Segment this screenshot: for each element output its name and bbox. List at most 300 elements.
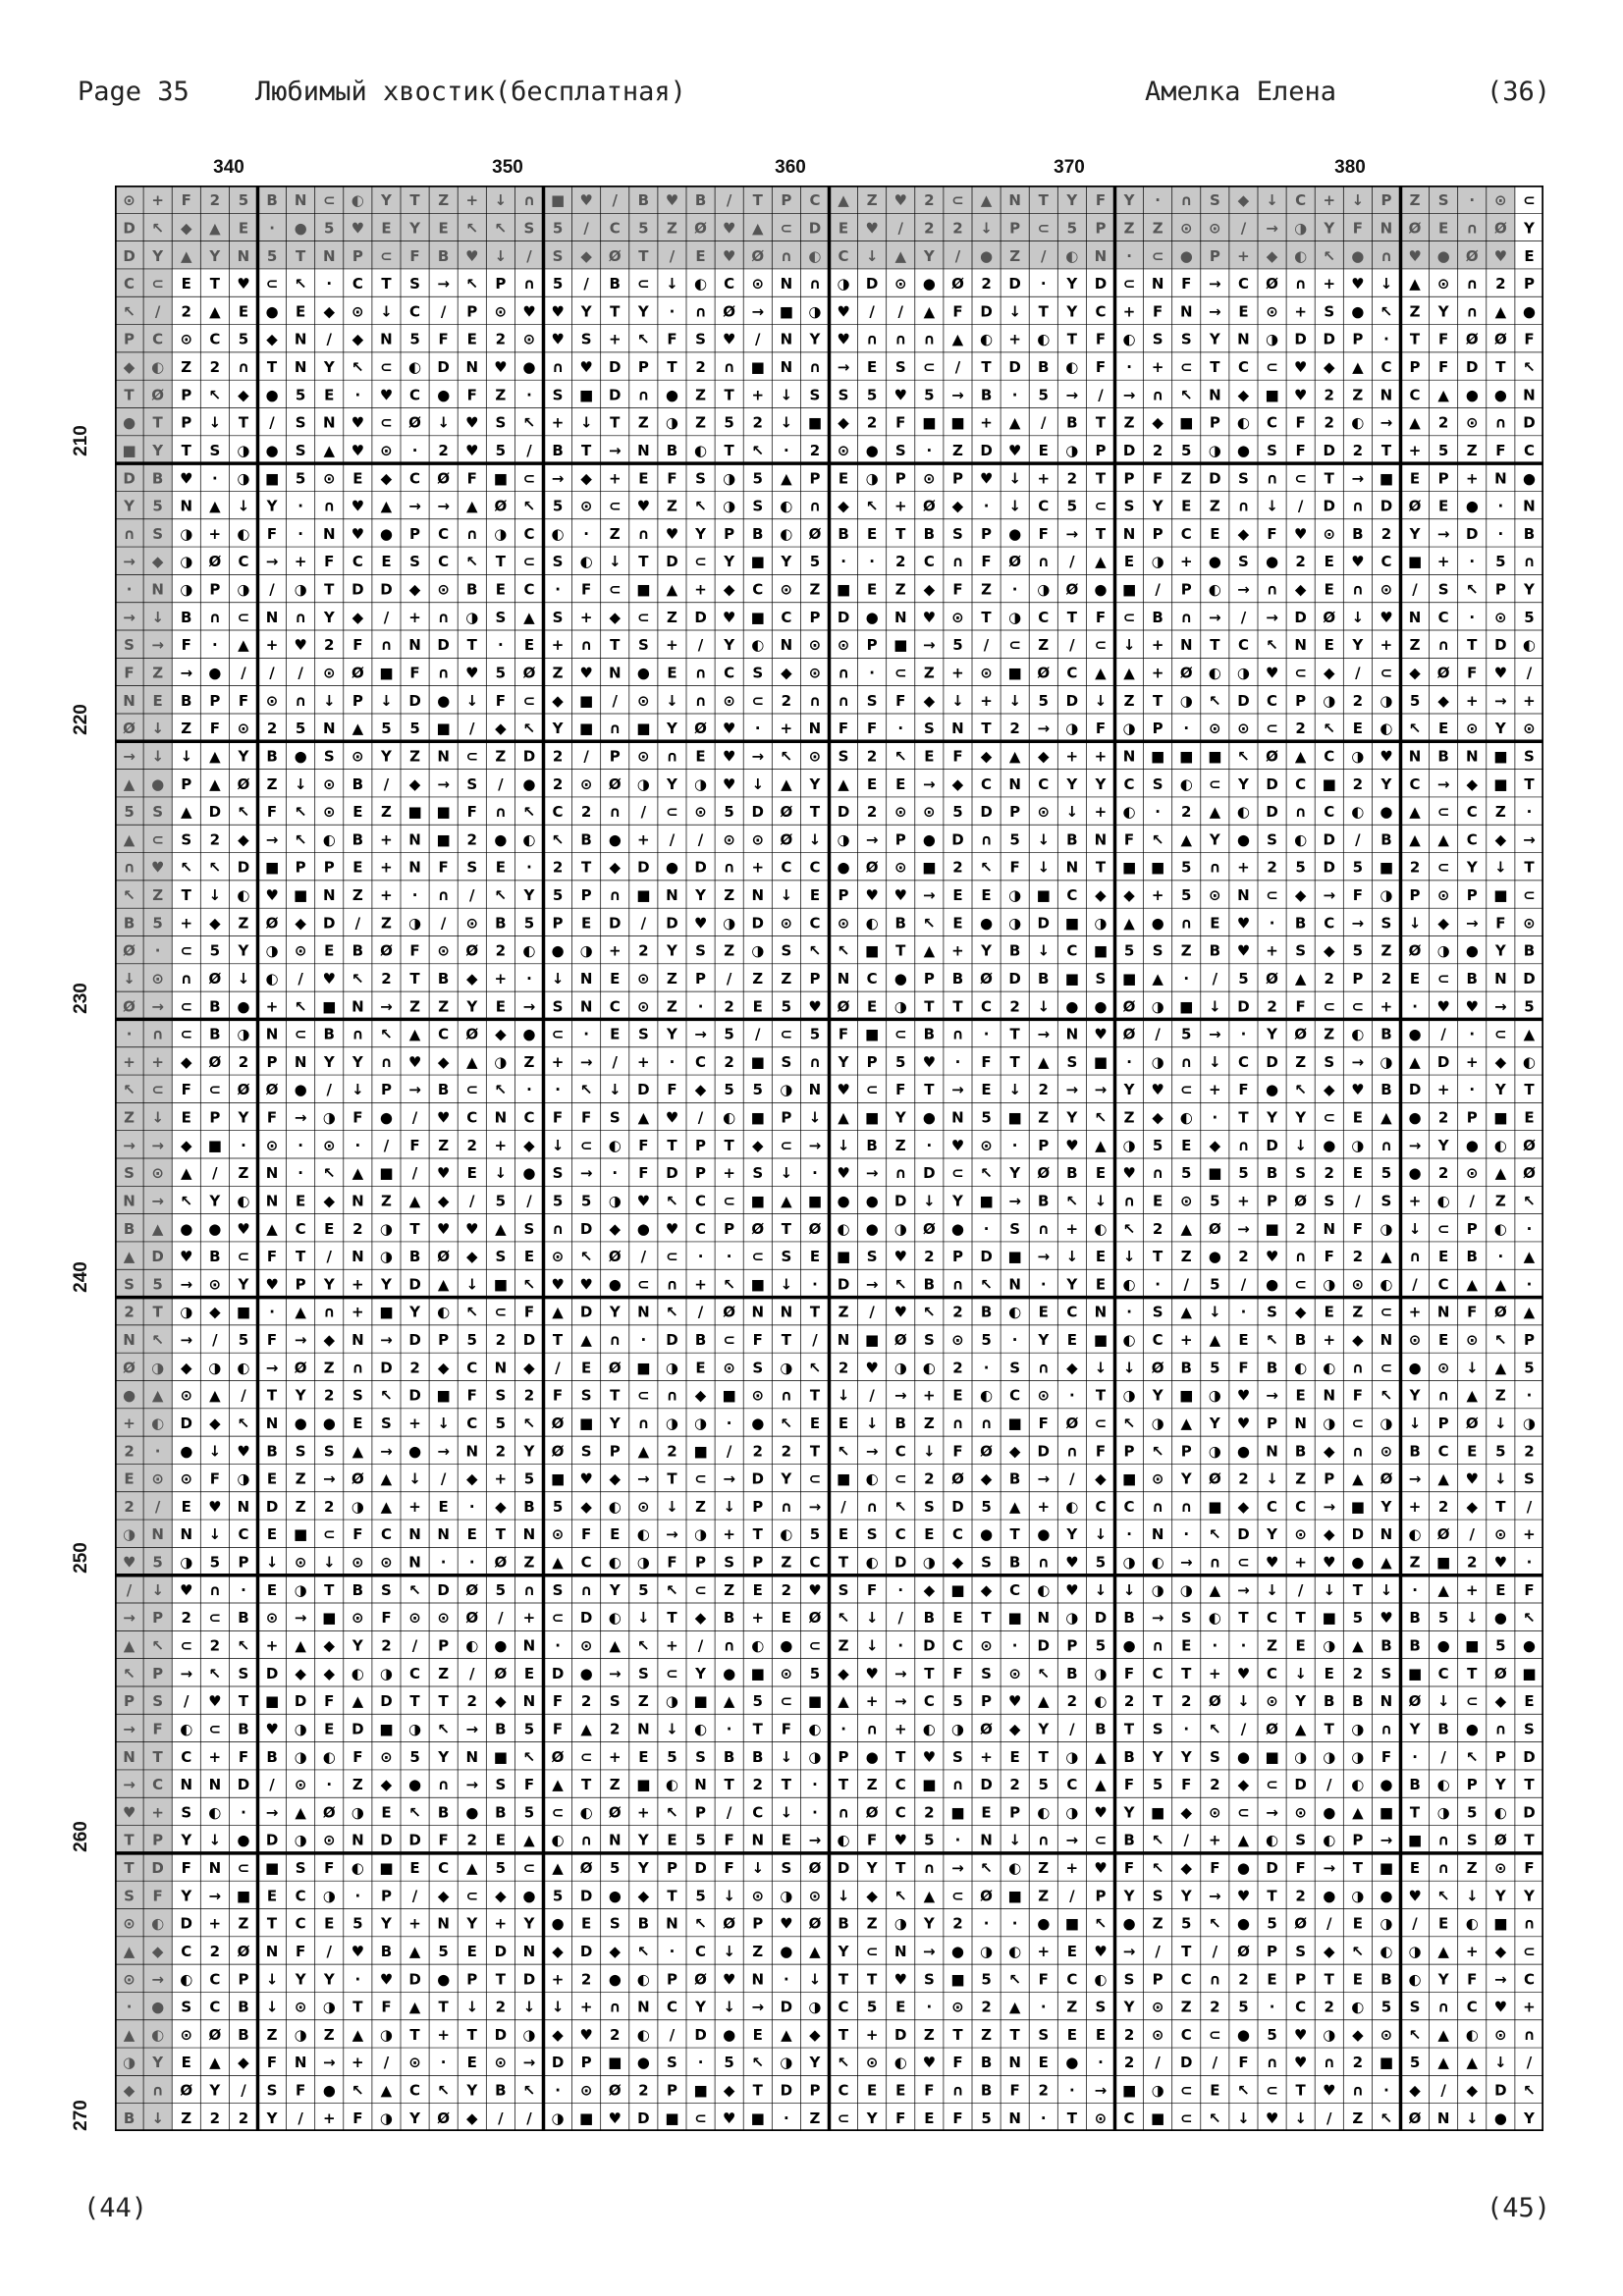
stitch-symbol: T [439,1692,450,1710]
stitch-symbol: · [612,1164,618,1182]
stitch-symbol: Y [1523,1887,1536,1904]
stitch-symbol: ⊙ [781,581,793,599]
stitch-symbol: ↓ [838,1387,850,1405]
stitch-symbol: 5 [810,1665,820,1682]
stitch-symbol: ▲ [181,803,192,821]
stitch-symbol: ⊙ [723,830,735,848]
stitch-symbol: Y [1209,830,1221,848]
stitch-symbol: + [637,1803,650,1821]
stitch-symbol: ■ [1008,1109,1022,1127]
stitch-symbol: ◆ [580,247,592,265]
stitch-symbol: Ø [1294,1915,1307,1933]
stitch-symbol: ● [1351,302,1364,320]
stitch-symbol: ↓ [781,386,793,403]
stitch-symbol: B [1380,1637,1391,1655]
stitch-symbol: 5 [239,331,248,348]
stitch-symbol: Z [1410,1554,1421,1572]
stitch-symbol: E [695,1359,705,1376]
stitch-symbol: ↖ [1123,1415,1136,1432]
stitch-symbol: Z [152,665,163,682]
stitch-symbol: ◆ [1437,914,1449,932]
stitch-symbol: E [753,997,763,1015]
stitch-symbol: ⊙ [266,692,279,710]
stitch-symbol: ♥ [465,442,478,459]
stitch-symbol: T [638,247,649,265]
stitch-symbol: E [695,747,705,765]
stitch-symbol: T [1067,609,1078,626]
stitch-symbol: ↓ [1266,1581,1278,1599]
stitch-symbol: / [613,1053,619,1071]
stitch-symbol: 2 [924,219,934,237]
stitch-symbol: 2 [952,1359,962,1376]
stitch-symbol: F [1524,1581,1534,1599]
stitch-symbol: ↓ [1008,498,1021,515]
stitch-symbol: · [1155,803,1161,821]
stitch-symbol: ⊙ [1409,1331,1422,1349]
stitch-symbol: N [352,1192,364,1209]
stitch-symbol: ↓ [1352,191,1365,209]
stitch-symbol: ↖ [1095,1109,1108,1127]
stitch-symbol: Y [1437,1137,1450,1154]
stitch-symbol: ■ [1094,942,1108,960]
stitch-symbol: D [1494,2082,1506,2100]
stitch-symbol: T [839,1554,849,1572]
stitch-symbol: + [1437,1081,1450,1098]
stitch-symbol: ▲ [552,1554,564,1572]
stitch-symbol: E [324,1220,334,1238]
stitch-symbol: E [239,302,248,320]
stitch-symbol: ∩ [466,525,478,543]
stitch-symbol: N [465,358,478,376]
stitch-symbol: 5 [1238,970,1248,988]
stitch-symbol: ⊙ [838,636,850,654]
stitch-symbol: S [695,942,706,960]
stitch-symbol: ■ [979,1192,993,1209]
stitch-symbol: ▲ [381,1470,393,1488]
stitch-symbol: · [1126,1053,1132,1071]
stitch-symbol: + [1066,747,1079,765]
stitch-symbol: T [610,636,621,654]
stitch-symbol: B [838,525,848,543]
stitch-symbol: ● [1209,553,1221,570]
stitch-symbol: ◆ [838,414,849,432]
page-number: Page 35 [78,77,189,107]
stitch-symbol: 2 [1325,1999,1334,2016]
stitch-symbol: ∩ [838,692,849,710]
stitch-symbol: ↓ [1037,942,1050,960]
stitch-symbol: Z [181,720,191,737]
stitch-symbol: S [553,1581,564,1599]
row-label: 240 [71,1261,92,1293]
stitch-symbol: Y [208,2082,221,2100]
stitch-symbol: F [409,665,419,682]
stitch-symbol: ↖ [580,1248,593,1265]
footer-left-page: (44) [83,2193,147,2223]
stitch-symbol: 2 [952,219,962,237]
stitch-symbol: Ø [894,1331,907,1349]
stitch-symbol: ◑ [408,1720,421,1737]
stitch-symbol: ♥ [352,442,364,459]
stitch-symbol: / [670,247,676,265]
stitch-symbol: → [1152,1609,1164,1627]
stitch-symbol: S [553,553,564,570]
stitch-symbol: C [839,2082,849,2100]
stitch-symbol: ⊙ [1380,581,1393,599]
stitch-symbol: ■ [723,1387,736,1405]
stitch-symbol: T [1181,1665,1192,1682]
stitch-symbol: C [1295,1498,1306,1516]
stitch-symbol: N [1466,747,1479,765]
stitch-symbol: ▲ [466,498,478,515]
stitch-symbol: F [324,1692,334,1710]
stitch-symbol: ◆ [495,1887,507,1904]
stitch-symbol: N [266,1192,279,1209]
stitch-symbol: · [1469,1081,1475,1098]
stitch-symbol: ↖ [465,275,478,293]
stitch-symbol: Y [780,1470,792,1488]
stitch-symbol: ⊂ [951,191,964,209]
stitch-symbol: Y [723,636,735,654]
stitch-symbol: ⊙ [380,1554,393,1572]
stitch-symbol: S [1096,1999,1107,2016]
stitch-symbol: + [580,1999,593,2016]
stitch-symbol: Z [1267,1637,1277,1655]
stitch-symbol: F [867,1581,877,1599]
stitch-symbol: P [952,1248,963,1265]
stitch-symbol: + [751,859,764,877]
stitch-symbol: ◆ [181,1359,192,1376]
stitch-symbol: ⊙ [923,803,936,821]
stitch-symbol: ⊙ [637,970,650,988]
stitch-symbol: / [469,1192,475,1209]
stitch-symbol: F [239,1748,248,1766]
stitch-symbol: Y [1409,1387,1422,1405]
stitch-symbol: Y [1037,1720,1050,1737]
stitch-symbol: 2 [553,775,563,793]
stitch-symbol: + [495,1470,508,1488]
stitch-symbol: P [1267,1192,1277,1209]
stitch-symbol: N [1380,1692,1393,1710]
stitch-symbol: ↓ [437,414,450,432]
stitch-symbol: ◆ [438,1887,450,1904]
stitch-symbol: ◆ [924,1581,936,1599]
stitch-symbol: ◑ [151,1359,164,1376]
stitch-symbol: Ø [437,2109,450,2127]
stitch-symbol: Ø [266,1081,279,1098]
stitch-symbol: ♥ [180,1581,192,1599]
stitch-symbol: 5 [1524,609,1534,626]
stitch-symbol: F [581,1109,591,1127]
stitch-symbol: ● [437,1970,450,1988]
stitch-symbol: D [1324,859,1335,877]
stitch-symbol: E [638,469,648,487]
stitch-symbol: ⊙ [1523,914,1536,932]
stitch-symbol: ◆ [209,1304,221,1321]
stitch-symbol: ◆ [523,1137,535,1154]
stitch-symbol: → [1209,609,1221,626]
stitch-symbol: ◐ [151,358,164,376]
stitch-symbol: / [1527,2054,1533,2071]
stitch-symbol: ■ [751,553,765,570]
stitch-symbol: Y [1065,275,1078,293]
stitch-symbol: ↖ [1209,1915,1221,1933]
stitch-symbol: F [725,1832,734,1849]
stitch-symbol: ◐ [751,636,764,654]
stitch-symbol: D [694,609,706,626]
stitch-symbol: / [1412,1915,1418,1933]
stitch-symbol: B [1181,1359,1192,1376]
stitch-symbol: E [810,1248,820,1265]
stitch-symbol: 5 [924,386,934,403]
stitch-symbol: ◐ [323,830,336,848]
stitch-symbol: Y [580,302,593,320]
stitch-symbol: Ø [866,859,879,877]
stitch-symbol: P [352,692,363,710]
stitch-symbol: N [408,859,421,877]
stitch-symbol: ↖ [238,1415,250,1432]
stitch-symbol: ∩ [1123,1192,1135,1209]
stitch-symbol: ◑ [1323,1748,1335,1766]
stitch-symbol: ♥ [1151,1081,1163,1098]
stitch-symbol: S [1267,1304,1277,1321]
stitch-symbol: ▲ [209,1387,221,1405]
stitch-symbol: ◑ [1065,720,1078,737]
stitch-symbol: + [266,636,279,654]
stitch-symbol: 5 [524,1803,534,1821]
stitch-symbol: → [123,609,135,626]
stitch-symbol: ∩ [838,1803,849,1821]
stitch-symbol: ↖ [866,498,879,515]
stitch-symbol: D [408,1387,420,1405]
stitch-symbol: Ø [408,414,421,432]
stitch-symbol: ↓ [781,414,793,432]
stitch-symbol: ∩ [1380,1720,1392,1737]
stitch-symbol: ◑ [494,525,507,543]
stitch-symbol: P [238,1554,248,1572]
stitch-symbol: · [1241,1304,1247,1321]
stitch-symbol: ● [408,1442,421,1460]
stitch-symbol: ↓ [323,692,336,710]
stitch-symbol: S [952,1748,963,1766]
stitch-symbol: ⊂ [151,1081,164,1098]
stitch-symbol: P [1352,970,1363,988]
stitch-symbol: ◆ [124,358,135,376]
stitch-symbol: E [1039,442,1049,459]
stitch-symbol: · [812,1803,818,1821]
stitch-symbol: Y [609,1304,622,1321]
stitch-symbol: ◆ [295,914,306,932]
stitch-symbol: ◑ [380,1665,393,1682]
stitch-symbol: C [1009,1581,1020,1599]
stitch-symbol: · [155,942,161,960]
stitch-symbol: ● [609,1970,622,1988]
stitch-symbol: ∩ [866,1498,878,1516]
stitch-symbol: ∩ [1437,1999,1449,2016]
stitch-symbol: P [695,1803,706,1821]
stitch-symbol: ◑ [1065,442,1078,459]
stitch-symbol: T [409,1692,420,1710]
stitch-symbol: ⊂ [465,747,478,765]
stitch-symbol: · [269,1304,275,1321]
stitch-symbol: ◐ [1437,1776,1450,1793]
stitch-symbol: ● [1351,247,1364,265]
stitch-symbol: ■ [322,1609,336,1627]
stitch-symbol: F [1325,1248,1334,1265]
stitch-symbol: ∩ [1295,1248,1307,1265]
stitch-symbol: D [1266,1053,1277,1071]
stitch-symbol: / [412,1164,418,1182]
stitch-symbol: ▲ [1295,747,1307,765]
stitch-symbol: 2 [924,1470,934,1488]
stitch-symbol: F [839,720,848,737]
stitch-symbol: Ø [923,1220,936,1238]
stitch-symbol: ◆ [1095,886,1107,904]
stitch-symbol: S [867,692,878,710]
stitch-symbol: 5 [695,1887,705,1904]
stitch-symbol: D [209,803,221,821]
stitch-symbol: ◆ [752,1137,764,1154]
stitch-symbol: + [980,1748,993,1766]
stitch-symbol: ⊙ [980,1637,993,1655]
stitch-symbol: ◑ [380,2109,393,2127]
stitch-symbol: → [1380,1832,1393,1849]
stitch-symbol: ⊂ [180,1026,192,1043]
stitch-symbol: P [724,1220,734,1238]
stitch-symbol: ♥ [1266,1554,1278,1572]
stitch-symbol: → [123,747,135,765]
stitch-symbol: P [695,970,706,988]
stitch-symbol: ● [522,1887,535,1904]
stitch-symbol: T [381,275,392,293]
stitch-symbol: ♥ [1122,1164,1135,1182]
stitch-symbol: N [1437,1304,1450,1321]
stitch-symbol: P [781,1109,791,1127]
stitch-symbol: E [409,1859,419,1877]
stitch-symbol: P [152,1609,163,1627]
stitch-symbol: ◑ [751,942,764,960]
stitch-symbol: T [1325,1720,1335,1737]
stitch-symbol: D [637,859,649,877]
stitch-symbol: · [784,2109,789,2127]
stitch-symbol: + [209,1915,222,1933]
stitch-symbol: Z [324,2026,335,2044]
stitch-symbol: D [495,2026,507,2044]
stitch-symbol: ♥ [723,720,735,737]
stitch-symbol: 5 [324,219,334,237]
stitch-symbol: E [581,1915,591,1933]
stitch-symbol: ◐ [1209,1609,1221,1627]
stitch-symbol: → [951,1081,964,1098]
stitch-symbol: ■ [1065,914,1079,932]
stitch-symbol: D [694,859,706,877]
stitch-symbol: Y [1437,302,1450,320]
stitch-symbol: ↓ [1037,859,1050,877]
stitch-symbol: E [1238,302,1248,320]
stitch-symbol: D [666,914,677,932]
stitch-symbol: ⊂ [694,1470,707,1488]
stitch-symbol: C [1324,914,1334,932]
stitch-symbol: ◆ [1437,692,1449,710]
stitch-symbol: N [437,1915,450,1933]
stitch-symbol: ◆ [409,581,421,599]
stitch-symbol: ∩ [637,386,649,403]
stitch-symbol: S [1153,1304,1163,1321]
stitch-symbol: P [1467,1776,1478,1793]
stitch-symbol: B [924,1026,935,1043]
stitch-symbol: B [1009,1470,1020,1488]
stitch-symbol: ∩ [1380,1137,1392,1154]
stitch-symbol: ↓ [1008,1081,1021,1098]
stitch-symbol: ◆ [981,1470,993,1488]
stitch-symbol: 5 [553,1192,563,1209]
stitch-symbol: ∩ [1038,1832,1050,1849]
stitch-symbol: ♥ [1323,1554,1335,1572]
stitch-symbol: F [324,553,334,570]
stitch-symbol: ⊙ [1494,609,1507,626]
stitch-symbol: ⊂ [266,275,279,293]
stitch-symbol: ◆ [924,581,936,599]
stitch-symbol: ∩ [1180,191,1192,209]
stitch-symbol: ▲ [1095,1137,1107,1154]
stitch-symbol: B [610,275,621,293]
stitch-symbol: · [1183,1720,1189,1737]
stitch-symbol: ↓ [1066,803,1079,821]
stitch-symbol: S [1295,942,1306,960]
stitch-symbol: S [752,1359,763,1376]
stitch-symbol: / [869,1387,875,1405]
stitch-symbol: ⊂ [838,2109,850,2127]
stitch-symbol: ▲ [638,1442,650,1460]
stitch-symbol: Ø [208,2026,221,2044]
stitch-symbol: Y [1065,1275,1078,1293]
stitch-symbol: ↓ [781,1748,793,1766]
stitch-symbol: ■ [865,1331,879,1349]
stitch-symbol: → [180,1275,192,1293]
stitch-symbol: ↖ [894,1887,907,1904]
stitch-symbol: ↓ [781,886,793,904]
stitch-symbol: + [1266,942,1278,960]
stitch-symbol: ■ [551,191,565,209]
stitch-symbol: · [469,1498,475,1516]
stitch-symbol: ■ [1208,1498,1221,1516]
stitch-symbol: ▲ [752,219,764,237]
stitch-symbol: B [1437,1720,1448,1737]
stitch-symbol: N [209,1776,222,1793]
stitch-symbol: Y [323,1053,336,1071]
stitch-symbol: → [1494,1970,1507,1988]
stitch-symbol: D [1237,997,1249,1015]
stitch-symbol: Ø [1037,665,1050,682]
stitch-symbol: ▲ [552,1304,564,1321]
stitch-symbol: T [409,191,420,209]
stitch-symbol: 2 [324,1387,334,1405]
stitch-symbol: B [152,469,163,487]
stitch-symbol: ◐ [609,1609,622,1627]
stitch-symbol: 2 [1295,720,1305,737]
stitch-symbol: ▲ [638,1109,650,1127]
stitch-symbol: B [1009,1554,1020,1572]
stitch-symbol: B [1066,1164,1077,1182]
stitch-symbol: F [467,469,477,487]
stitch-symbol: E [981,1081,991,1098]
stitch-symbol: D [980,442,992,459]
stitch-symbol: ■ [579,720,593,737]
stitch-symbol: C [724,275,734,293]
stitch-symbol: ↓ [209,1525,222,1543]
stitch-symbol: ∩ [1180,914,1192,932]
stitch-symbol: C [1066,1304,1077,1321]
stitch-symbol: D [238,859,249,877]
